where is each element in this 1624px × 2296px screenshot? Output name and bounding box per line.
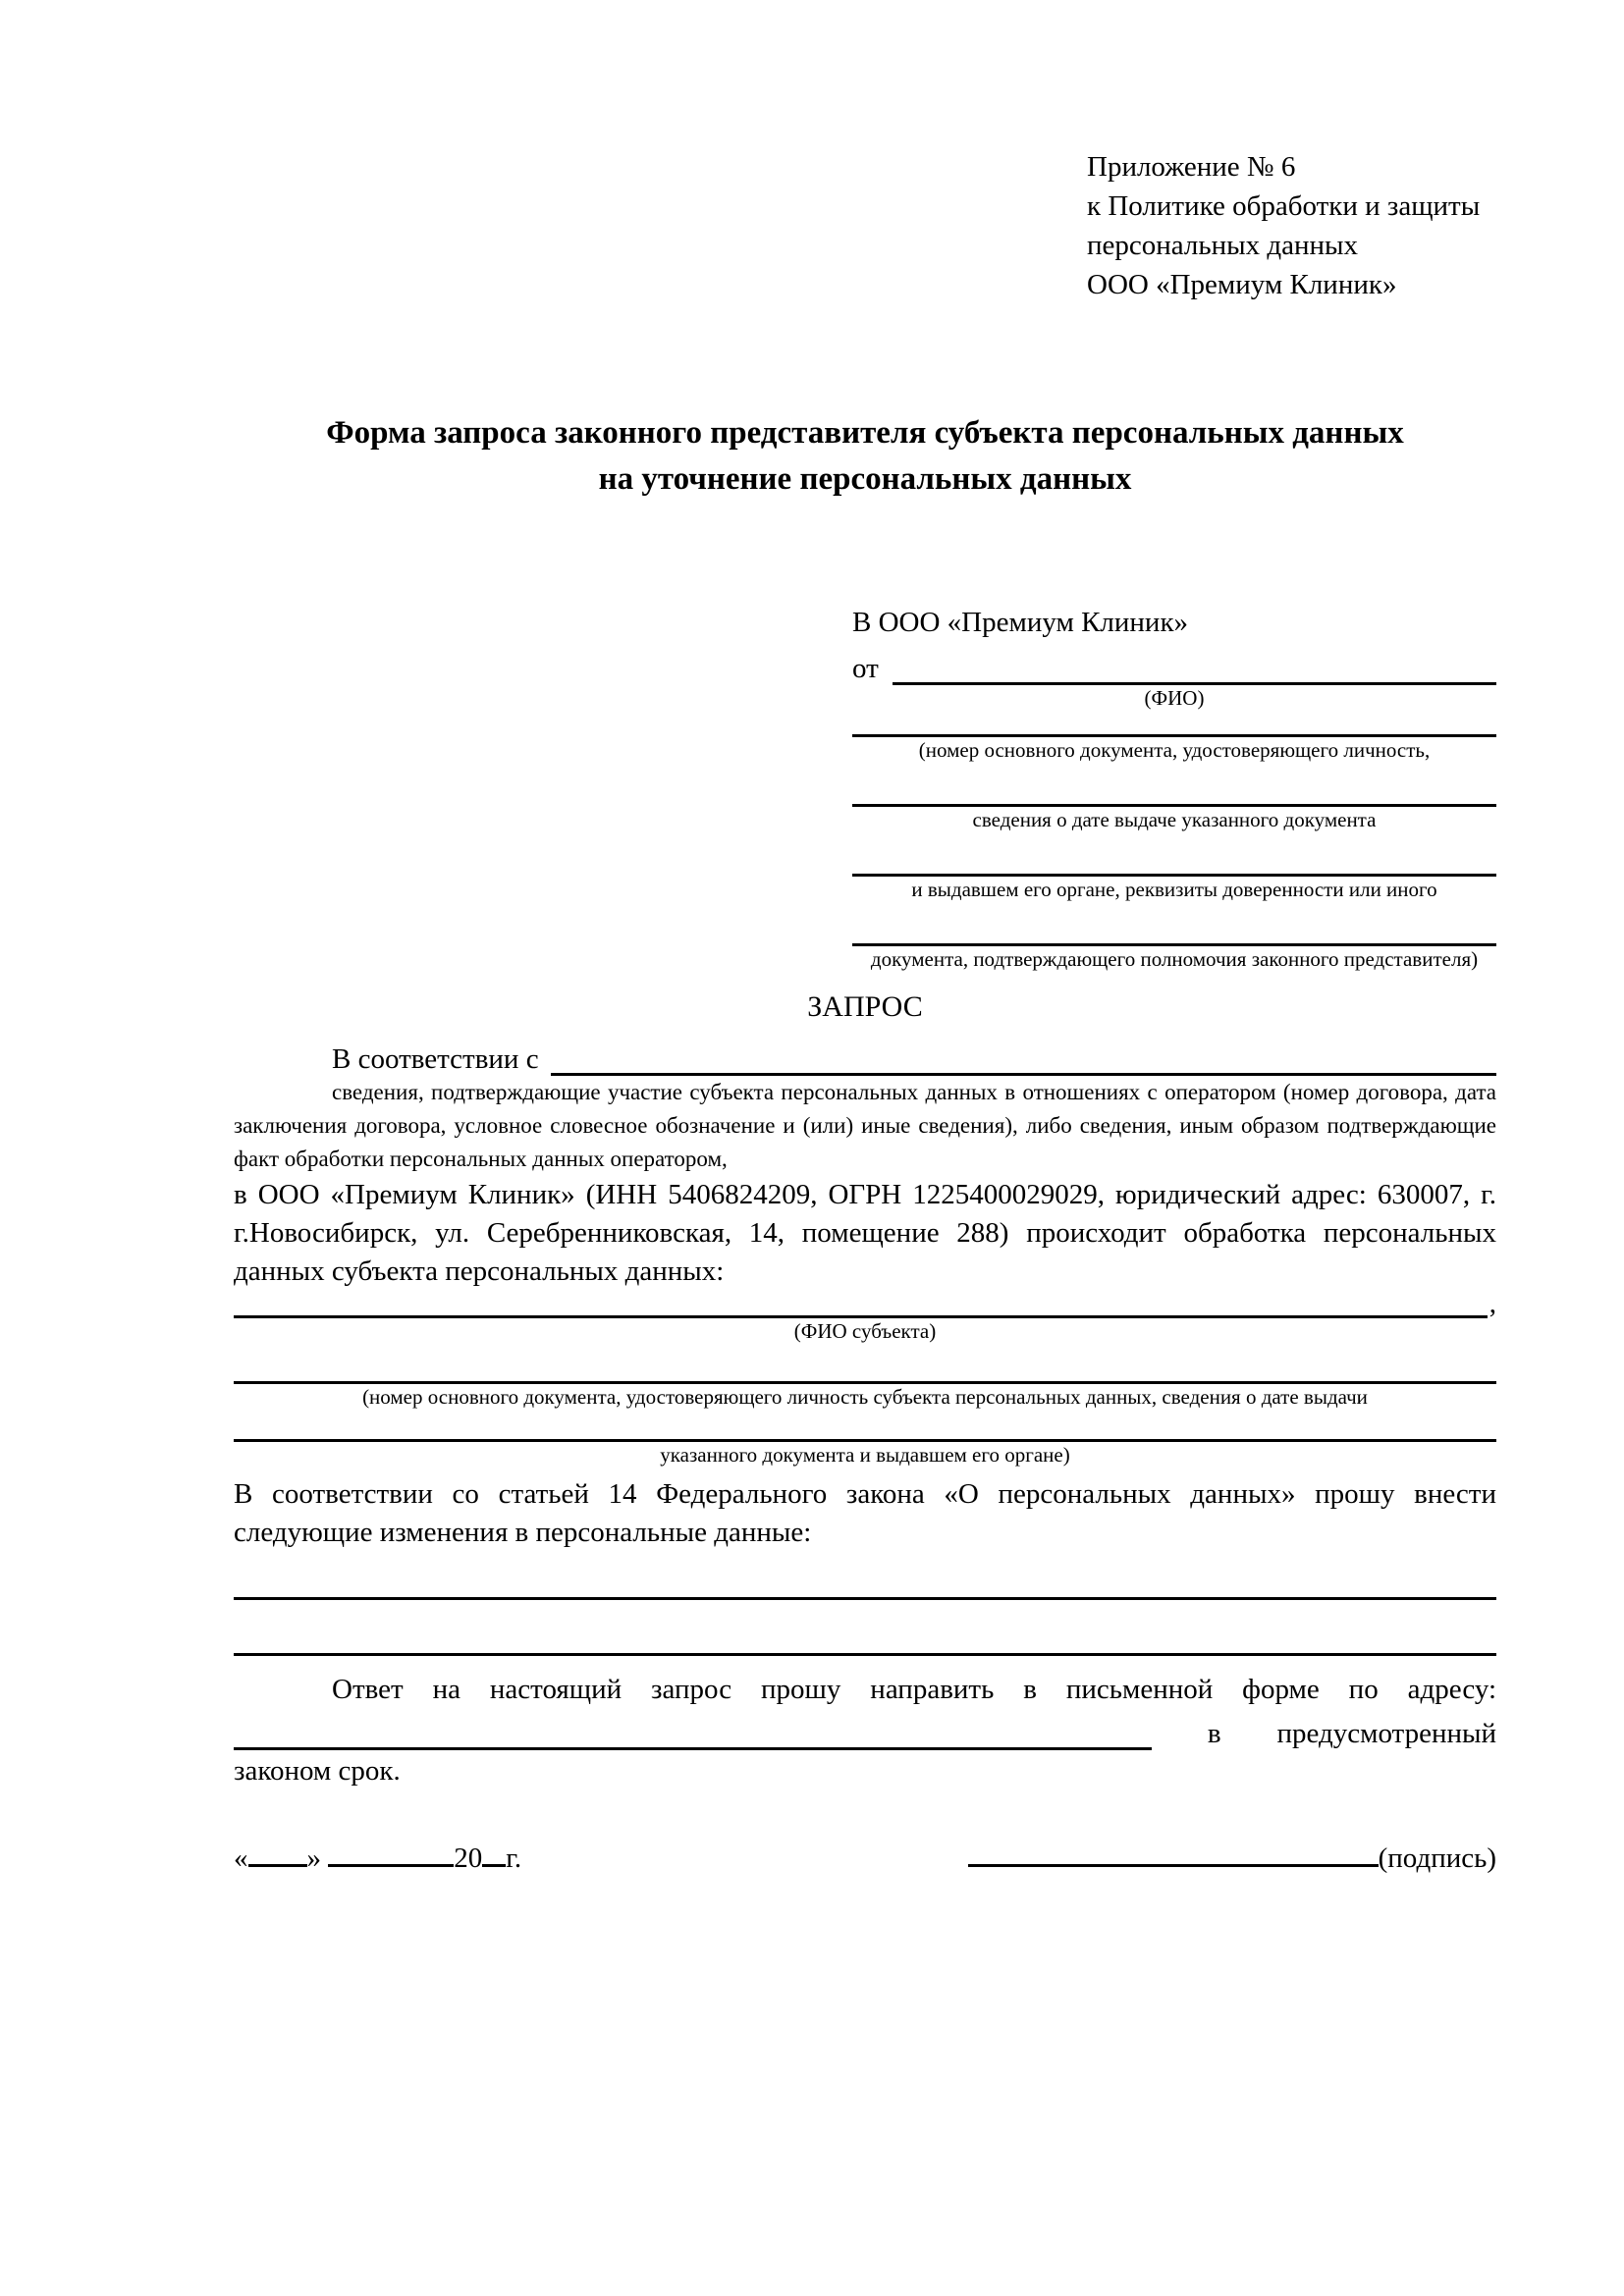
- from-label: от: [852, 653, 879, 684]
- address-fill-line: [234, 1706, 1152, 1750]
- quote-close: »: [306, 1842, 321, 1874]
- representative-doc-row: [852, 711, 1496, 763]
- changes-fill-line: [234, 1600, 1496, 1656]
- subject-fio-row: [234, 1288, 1496, 1319]
- fill-caption: документа, подтверждающего полномочия законного представителя): [870, 947, 1479, 971]
- document-title-line1: Форма запроса законного представителя субъекта персональных данных: [326, 415, 1404, 451]
- appendix-header: [1087, 147, 1496, 304]
- appendix-header-line: ООО «Премиум Клиник»: [1087, 269, 1397, 300]
- fill-line: [852, 711, 1496, 737]
- changes-fill-line: [234, 1552, 1496, 1600]
- law-paragraph: В соответствии со статьей 14 Федерального закона «О персональных данных» прошу внести следующие изменения в персональные данные:: [234, 1478, 1496, 1548]
- fill-caption: и выдавшем его органе, реквизиты доверенности или иного: [911, 878, 1437, 901]
- document-title: [234, 410, 1496, 503]
- operator-paragraph: в ООО «Премиум Клиник» (ИНН 5406824209, ОГРН 1225400029029, юридический адрес: 630007, г. г.Новосибирск, ул. Серебренниковская, 14, помещение 288) происходит обработка персональных данных субъекта персональных данных:: [234, 1179, 1496, 1287]
- signature-fill-line: [968, 1837, 1379, 1867]
- appendix-header-line: к Политике обработки и защиты: [1087, 190, 1481, 222]
- date-month-blank: [328, 1839, 454, 1867]
- trailing-comma: ,: [1489, 1288, 1496, 1319]
- subject-doc-row: [234, 1344, 1496, 1410]
- reply-line3: законом срок.: [234, 1755, 401, 1787]
- subject-doc-row: [234, 1410, 1496, 1468]
- signature-caption: (подпись): [1378, 1842, 1496, 1874]
- representative-doc-row: [852, 902, 1496, 972]
- intro-prefix: В соответствии с: [332, 1043, 539, 1075]
- subject-fio-fill-line: [234, 1292, 1488, 1318]
- fill-line: [234, 1410, 1496, 1442]
- reply-word: в: [1207, 1718, 1221, 1749]
- reply-line1: Ответ на настоящий запрос прошу направить в письменной форме по адресу:: [332, 1674, 1496, 1705]
- addressee-to: В ООО «Премиум Клиник»: [852, 607, 1189, 638]
- fill-line: [852, 832, 1496, 877]
- date-day-blank: [248, 1839, 307, 1867]
- fill-line: [852, 763, 1496, 807]
- appendix-header-line: персональных данных: [1087, 230, 1359, 261]
- representative-doc-row: [852, 763, 1496, 832]
- signature-field: [968, 1837, 1496, 1875]
- fill-line: [234, 1344, 1496, 1384]
- fill-caption: (номер основного документа, удостоверяющего личность субъекта персональных данных, сведения о дате выдачи: [362, 1385, 1368, 1409]
- reply-word: предусмотренный: [1276, 1718, 1496, 1749]
- appendix-header-line: Приложение № 6: [1087, 151, 1296, 183]
- year-suffix: г.: [506, 1842, 522, 1874]
- year-prefix: 20: [454, 1842, 483, 1874]
- note-text: сведения, подтверждающие участие субъекта персональных данных в отношениях с оператором (номер договора, дата заключения договора, условное словесное обозначение и (или) иные сведения), либо сведения, иным образом подтверждающие факт обработки персональных данных оператором,: [234, 1080, 1496, 1171]
- signature-date-row: [234, 1837, 1496, 1875]
- addressee-from-row: [852, 642, 1496, 685]
- date-year-blank: [482, 1839, 506, 1867]
- fill-caption: указанного документа и выдавшем его органе): [660, 1443, 1070, 1467]
- date-field: [234, 1839, 521, 1875]
- request-heading: ЗАПРОС: [807, 990, 923, 1023]
- fio-caption: (ФИО): [1144, 686, 1205, 710]
- fill-line: [852, 902, 1496, 946]
- addressee-block: [852, 603, 1496, 972]
- intro-row: [234, 1031, 1496, 1076]
- fill-caption: сведения о дате выдаче указанного документа: [972, 808, 1377, 831]
- document-title-line2: на уточнение персональных данных: [598, 461, 1132, 497]
- subject-fio-caption: (ФИО субъекта): [793, 1319, 937, 1343]
- fill-caption: (номер основного документа, удостоверяющего личность,: [918, 738, 1431, 762]
- quote-open: «: [234, 1842, 248, 1874]
- reply-line2: [234, 1709, 1496, 1750]
- representative-doc-row: [852, 832, 1496, 902]
